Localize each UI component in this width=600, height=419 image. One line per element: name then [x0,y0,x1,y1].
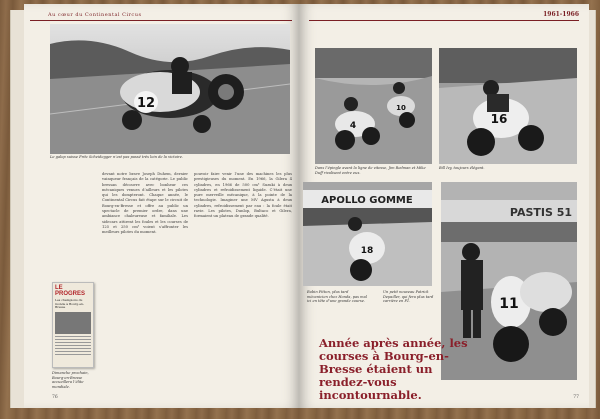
banner-text-middle: APOLLO GOMME [321,195,413,206]
caption-top-right: Bill Ivy, toujours élégant. [439,166,485,170]
caption-sidecar: Le galop suisse Fritz Scheidegger n’est pas passé très loin de la victoire. [50,155,184,159]
photo-two-riders-curve [315,48,432,164]
running-head-left: Au cœur du Continental Circus [48,12,142,18]
body-text-left-col1: devant notre brave Joseph Duhem, dernier vainqueur français de la catégorie. Le public bressan découvre avec bonheur ces mécaniques venues d’ailleurs et les pilotes qui les dompteront. Chaque année, le Continental Circus fait étape sur le circuit de Bourg-en-Bresse et offre au public un spectacle de premier ordre, dans une ambiance chaleureuse et familiale. Les sidecars attirent les foules et les courses de 125 et 250 cm³ voient s’affronter les meilleurs pilotes du moment. [102,172,188,235]
pull-quote: Année après année, les courses à Bourg-en-Bresse étaient un rendez-vous incontournable. [319,336,468,402]
caption-bottom-middle: Robin Fitton, plus tard mécanicien chez Honda, pas mal ici en tête d’une grande course. [307,290,367,304]
running-head-right: 1961-1966 [543,11,579,18]
rider-number-top-right: 16 [490,112,508,126]
clipping-subtitle: Les champions du monde à Bourg-en-Bresse [55,298,85,310]
rider-number-bottom-middle: 18 [360,246,374,256]
right-page [299,4,589,408]
rider-number-b: 10 [396,104,406,112]
rider-number-a: 4 [349,121,357,131]
left-page [24,4,299,408]
banner-text-right: PASTIS 51 [509,206,573,219]
photo-rider-ivy [439,48,577,164]
right-page-edges [589,10,596,408]
open-book [6,4,596,414]
clipping-title: LE PROGRES [55,285,86,297]
photo-rider-banner [303,182,432,286]
rider-number-bottom-right: 11 [499,296,519,312]
body-text-left-col2: pouvoir faire venir l’une des machines les plus prestigieuses du moment. En 1966, la Gilera 4 cylindres, en 1966 de 500 cm³ Suzuki à deux cylindres et refroidissement liquide. C’était une pure merveille mécanique, à la pointe de la technologie. Imaginer une MV Agusta à deux cylindres, refroidissement par eau : la foule était ravie. Les pilotes, Dunlop, Bultaco et Gilera, formaient un plateau de grande qualité. [194,172,292,219]
caption-bottom-right: Un petit nouveau Patrick Depailler, qui fera plus tard carrière en F1. [383,290,434,304]
clipping-photo [55,312,91,334]
sidecar-number: 12 [136,96,156,111]
caption-clipping: Dimanche prochain, Bourg-en-Bresse accueillera l’élite mondiale. [52,371,89,389]
newspaper-clipping [52,282,94,368]
page-number-left: 76 [52,395,58,400]
caption-top-middle: Dans l’épingle avant la ligne de vitesse, Jim Redman et Mike Duff rivalisent entre eux. [315,166,426,175]
header-rule-left [30,20,292,21]
photo-sidecar [50,24,290,154]
page-number-right: 77 [573,395,579,400]
left-page-edges [10,10,25,408]
clipping-text-lines [55,336,91,356]
header-rule-right [309,20,579,21]
